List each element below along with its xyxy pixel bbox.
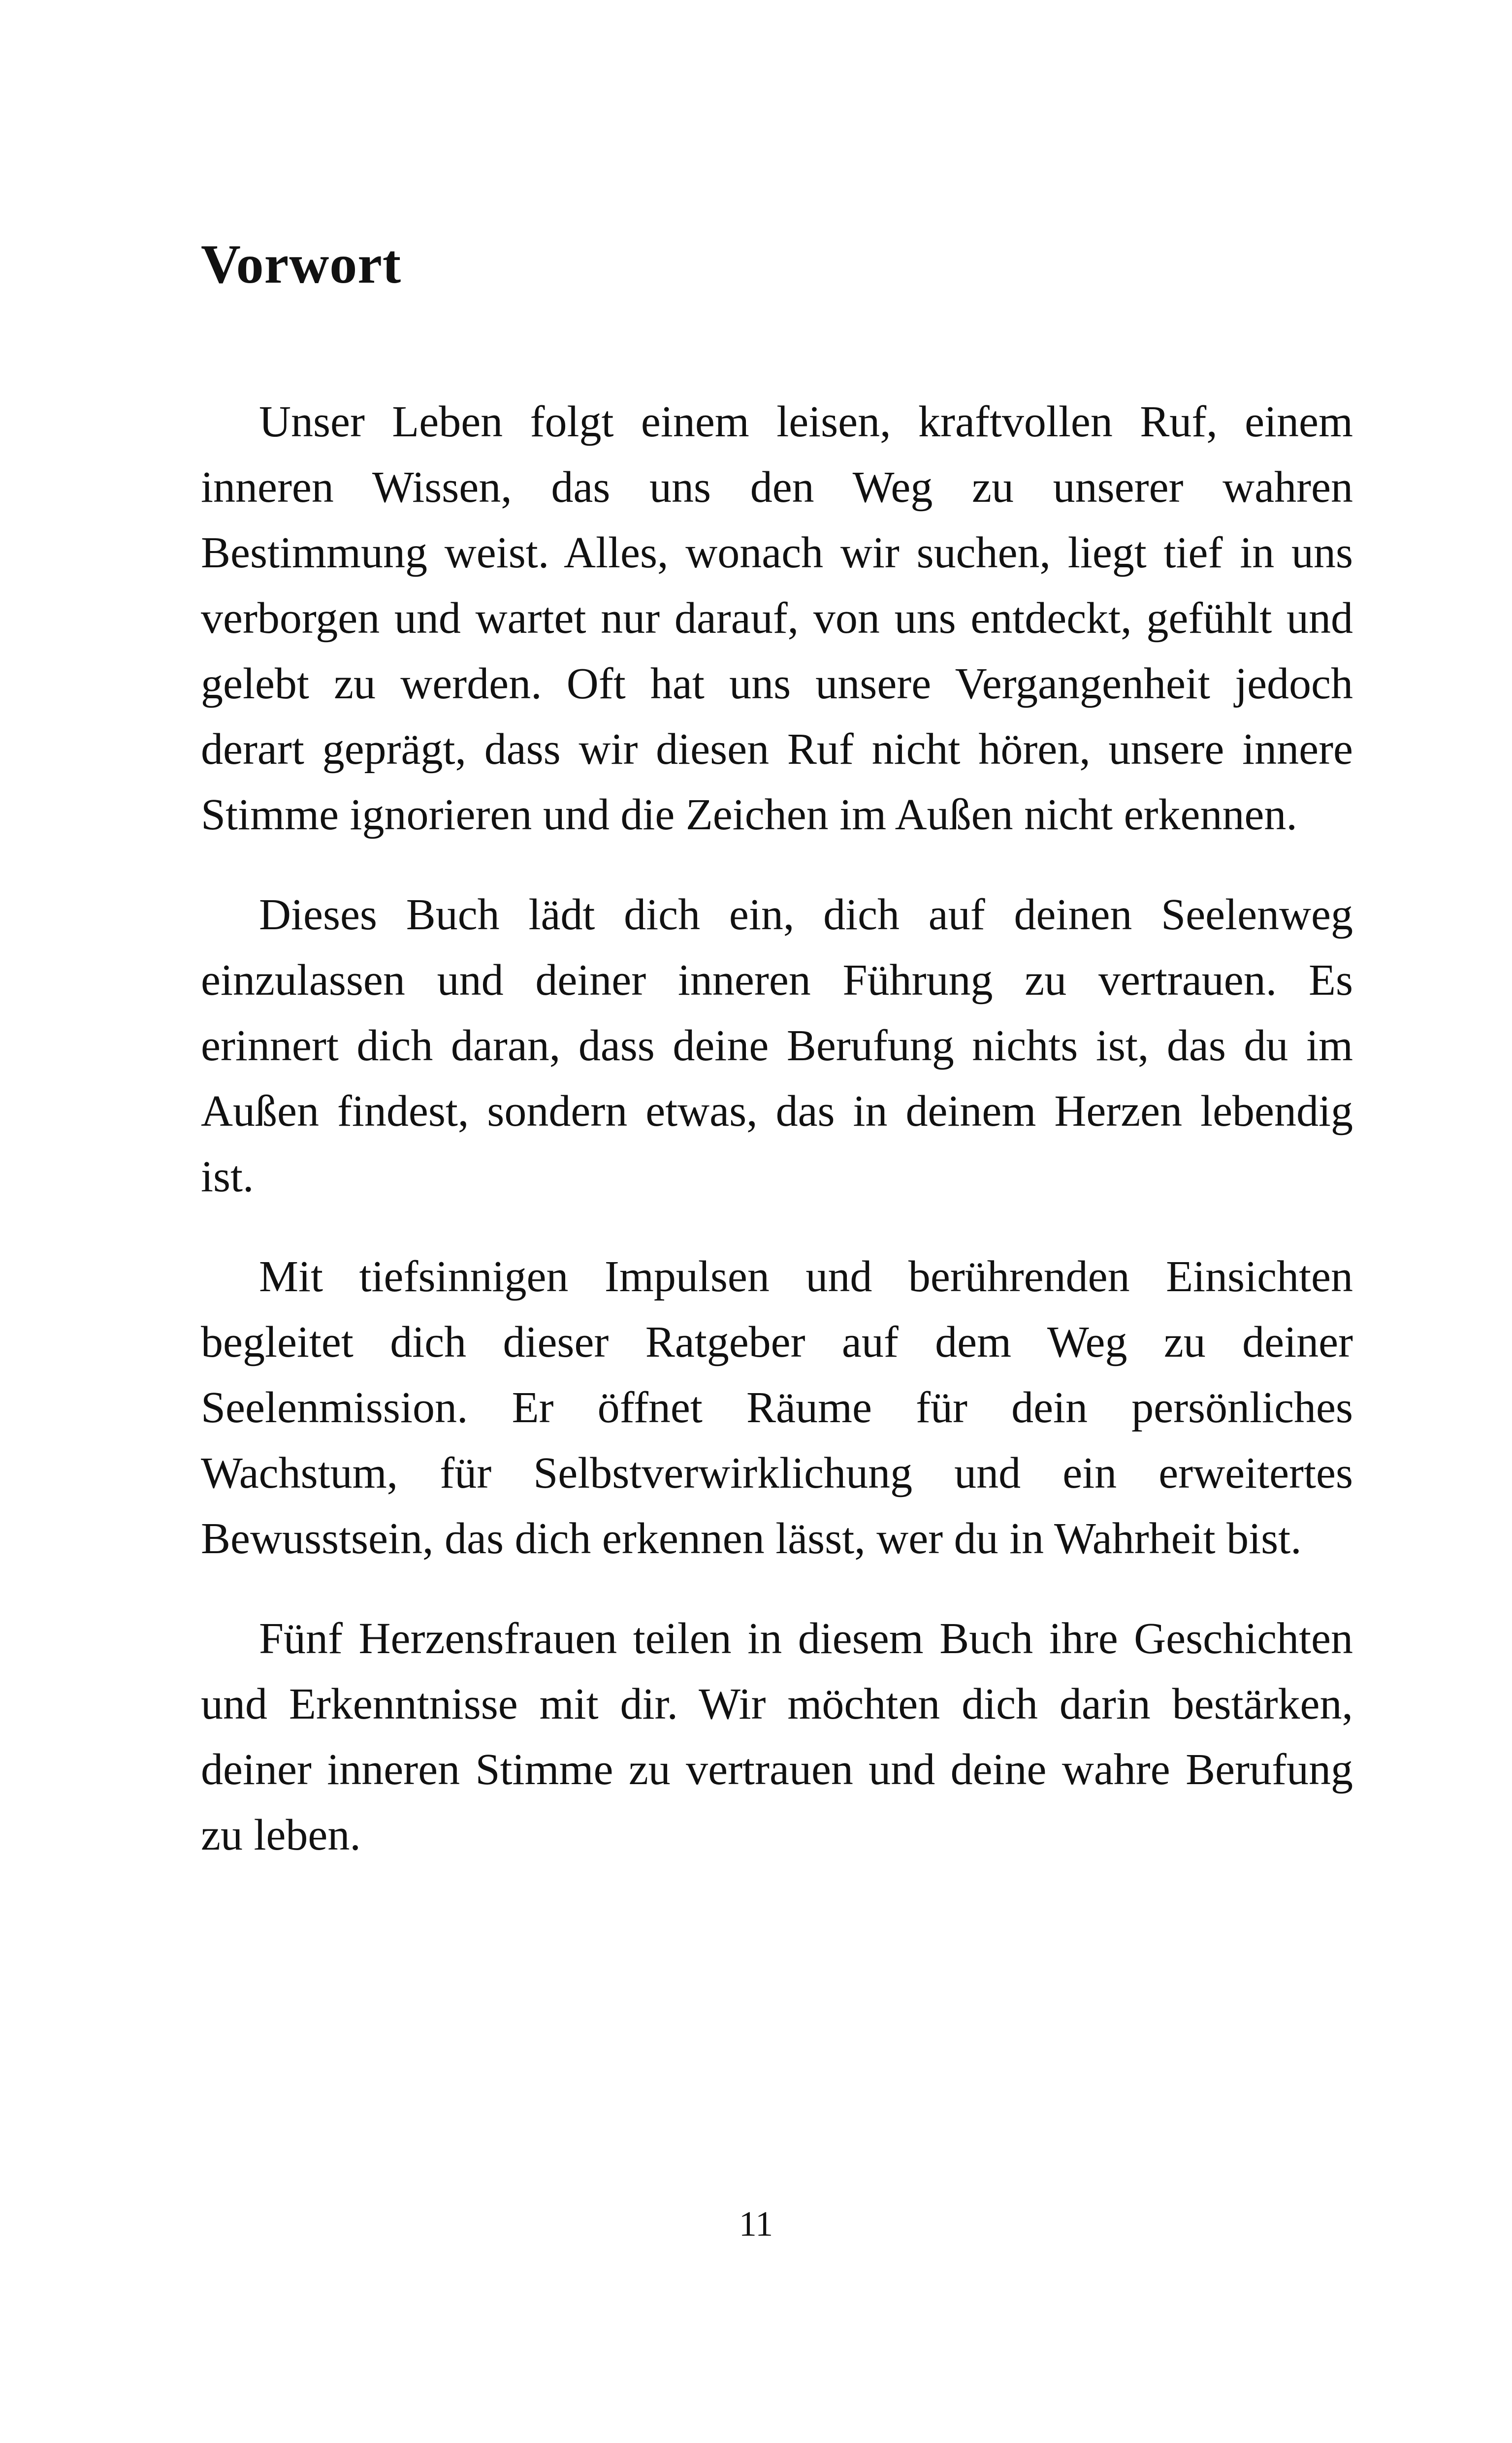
- paragraph-2: Dieses Buch lädt dich ein, dich auf deinen Seelenweg einzulassen und deiner inneren Führung zu vertrauen. Es erinnert dich daran, dass deine Berufung nichts ist, das du im Außen findest, sondern etwas, das in deinem Herzen lebendig ist.: [201, 890, 1353, 1201]
- body-text: [201, 389, 1353, 1868]
- paragraph-4: Fünf Herzensfrauen teilen in diesem Buch ihre Geschichten und Erkenntnisse mit dir. Wir möchten dich darin bestärken, deiner inneren Stimme zu vertrauen und deine wahre Berufung zu leben.: [201, 1614, 1353, 1859]
- page-number: 11: [739, 2204, 773, 2244]
- chapter-heading: Vorwort: [201, 234, 402, 295]
- paragraph-1: Unser Leben folgt einem leisen, kraftvollen Ruf, einem inneren Wissen, das uns den Weg zu unserer wahren Bestimmung weist. Alles, wonach wir suchen, liegt tief in uns verborgen und wartet nur darauf, von uns entdeckt, gefühlt und gelebt zu werden. Oft hat uns unsere Vergangenheit jedoch derart geprägt, dass wir diesen Ruf nicht hören, unsere innere Stimme ignorieren und die Zeichen im Außen nicht erkennen.: [201, 397, 1353, 839]
- paragraph-3: Mit tiefsinnigen Impulsen und berührenden Einsichten begleitet dich dieser Ratgeber auf dem Weg zu deiner Seelenmission. Er öffnet Räume für dein persönliches Wachstum, für Selbstverwirklichung und ein erweitertes Bewusstsein, das dich erkennen lässt, wer du in Wahrheit bist.: [201, 1252, 1353, 1563]
